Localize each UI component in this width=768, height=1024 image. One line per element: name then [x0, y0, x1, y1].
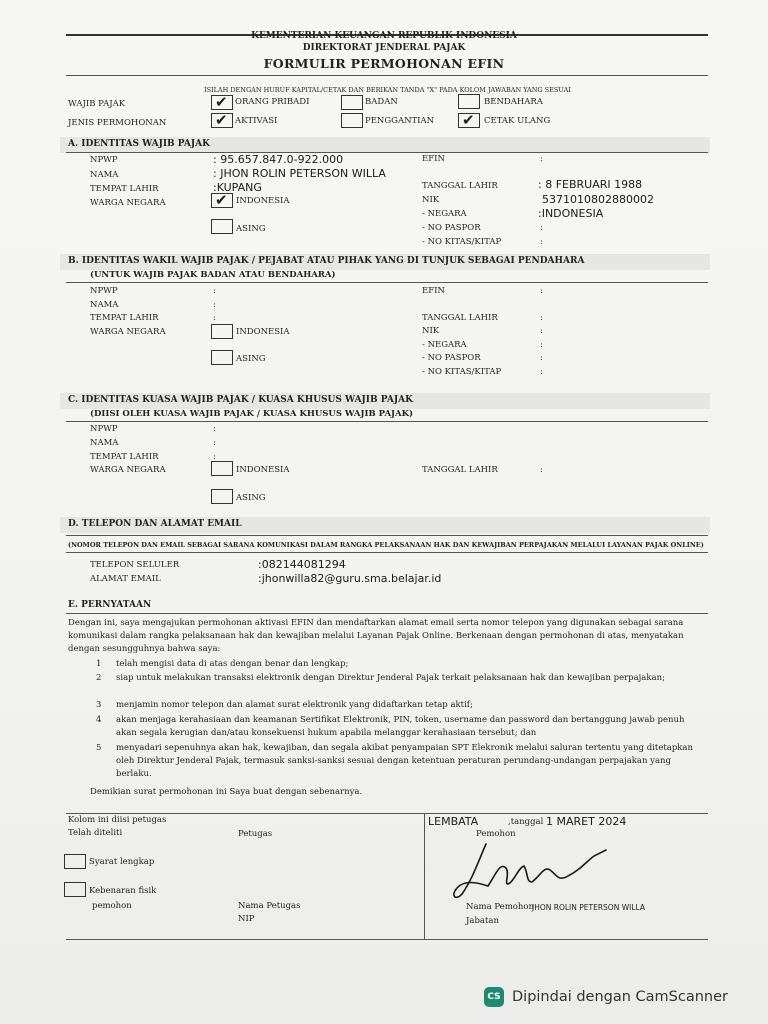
applicant-name: JHON ROLIN PETERSON WILLA — [532, 903, 645, 912]
request-type-label: JENIS PERMOHONAN — [68, 118, 167, 128]
footer-divider — [424, 813, 425, 940]
a-tanggal-lahir-value: : 8 FEBRUARI 1988 — [538, 178, 643, 191]
b-npwp-colon: : — [213, 286, 216, 296]
ministry-header: KEMENTERIAN KEUANGAN REPUBLIK INDONESIA — [251, 31, 517, 41]
tanggal-label: ,tanggal — [508, 817, 544, 827]
a-no-paspor-label: - NO PASPOR — [422, 223, 481, 233]
a-nik-label: NIK — [422, 195, 440, 205]
statement-closing: Demikian surat permohonan ini Saya buat dengan sebenarnya. — [90, 787, 363, 797]
b-tanggal-lahir-label: TANGGAL LAHIR — [422, 313, 498, 323]
a-paspor-colon: : — [540, 223, 543, 233]
b-asing-label: ASING — [236, 354, 266, 364]
c-tempat-colon: : — [213, 452, 216, 462]
section-c-rule — [66, 421, 708, 422]
c-npwp-label: NPWP — [90, 424, 118, 434]
a-indonesia-checkbox[interactable] — [211, 193, 233, 208]
b-paspor-colon: : — [540, 353, 543, 363]
badan-label: BADAN — [365, 97, 398, 107]
nama-pemohon-label: Nama Pemohon — [466, 902, 534, 912]
section-a-title: A. IDENTITAS WAJIB PAJAK — [68, 139, 210, 149]
a-asing-label: ASING — [236, 224, 266, 234]
c-indonesia-checkbox[interactable] — [211, 461, 233, 476]
officer-checked-label: Telah diteliti — [68, 828, 123, 838]
c-tempat-lahir-label: TEMPAT LAHIR — [90, 452, 159, 462]
b-nama-label: NAMA — [90, 300, 119, 310]
pemohon-label: Pemohon — [476, 829, 516, 839]
section-d-note: (NOMOR TELEPON DAN EMAIL SEBAGAI SARANA KOMUNIKASI DALAM RANGKA PELAKSANAAN HAK DAN KEWAJIBAN PERPAJAKAN MELALUI LAYANAN PAJAK ONLINE) — [68, 541, 704, 549]
statement-item-3: menjamin nomor telepon dan alamat surat elektronik yang didaftarkan tetap aktif; — [116, 700, 473, 710]
section-d-title: D. TELEPON DAN ALAMAT EMAIL — [68, 519, 242, 529]
b-no-paspor-label: - NO PASPOR — [422, 353, 481, 363]
cetak-ulang-checkbox[interactable] — [458, 113, 480, 128]
a-tempat-lahir-value: :KUPANG — [213, 181, 262, 194]
b-efin-label: EFIN — [422, 286, 445, 296]
b-efin-colon: : — [540, 286, 543, 296]
officer-label: Petugas — [238, 829, 273, 839]
c-nama-colon: : — [213, 438, 216, 448]
section-c-subtitle: (DIISI OLEH KUASA WAJIB PAJAK / KUASA KHUSUS WAJIB PAJAK) — [90, 409, 414, 419]
item-number-5: 5 — [96, 743, 102, 753]
a-negara-value: :INDONESIA — [538, 207, 604, 220]
a-warga-negara-label: WARGA NEGARA — [90, 198, 166, 208]
a-kitas-colon: : — [540, 237, 543, 247]
b-no-kitas-label: - NO KITAS/KITAP — [422, 367, 502, 377]
a-nama-label: NAMA — [90, 170, 119, 180]
statement-item-1: telah mengisi data di atas dengan benar dan lengkap; — [116, 659, 349, 669]
badan-checkbox[interactable] — [341, 95, 363, 110]
place-value: LEMBATA — [428, 815, 479, 828]
b-nama-colon: : — [213, 300, 216, 310]
section-c-title: C. IDENTITAS KUASA WAJIB PAJAK / KUASA KHUSUS WAJIB PAJAK — [68, 395, 413, 405]
a-indonesia-label: INDONESIA — [236, 196, 290, 206]
orang-pribadi-checkbox[interactable] — [211, 95, 233, 110]
c-nama-label: NAMA — [90, 438, 119, 448]
c-indonesia-label: INDONESIA — [236, 465, 290, 475]
form-title: FORMULIR PERMOHONAN EFIN — [263, 56, 505, 71]
a-nama-value: : JHON ROLIN PETERSON WILLA — [213, 167, 386, 180]
title-rule — [66, 75, 708, 76]
penggantian-label: PENGGANTIAN — [365, 116, 435, 126]
nip-label: NIP — [238, 914, 255, 924]
statement-intro: Dengan ini, saya mengajukan permohonan aktivasi EFIN dan mendaftarkan alamat email serta nomor telepon yang digunakan sebagai sarana komunikasi dalam rangka pelaksanaan hak dan kewajiban melalui Layanan Pajak Online. Berkenaan dengan permohonan di atas, menyatakan dengan sesungguhnya bahwa saya: — [68, 618, 684, 654]
b-negara-label: - NEGARA — [422, 340, 467, 350]
phone-label: TELEPON SELULER — [90, 560, 180, 570]
a-tanggal-lahir-label: TANGGAL LAHIR — [422, 181, 498, 191]
b-indonesia-checkbox[interactable] — [211, 324, 233, 339]
statement-item-4: akan menjaga kerahasiaan dan keamanan Sertifikat Elektronik, PIN, token, username dan password dan bertanggung jawab penuh akan segala kerugian dan/atau konsekuensi hukum apabila melanggar kerahasiaan tersebut; dan — [116, 715, 685, 738]
a-npwp-value: : 95.657.847.0-922.000 — [213, 153, 344, 166]
b-tempat-lahir-label: TEMPAT LAHIR — [90, 313, 159, 323]
cetak-ulang-label: CETAK ULANG — [484, 116, 551, 126]
section-a-rule — [66, 152, 708, 153]
taxpayer-type-label: WAJIB PAJAK — [68, 99, 126, 109]
section-b-title: B. IDENTITAS WAKIL WAJIB PAJAK / PEJABAT ATAU PIHAK YANG DI TUNJUK SEBAGAI PENDAHARA — [68, 256, 585, 266]
section-b-rule — [66, 282, 708, 283]
aktivasi-label: AKTIVASI — [235, 116, 278, 126]
applicant-signature — [448, 838, 678, 904]
check-mark-icon: ✔ — [462, 111, 475, 129]
kebenaran-fisik-label: Kebenaran fisik — [89, 886, 157, 896]
b-negara-colon: : — [540, 340, 543, 350]
camscanner-watermark — [484, 982, 754, 1012]
section-d-rule-top — [66, 535, 708, 536]
item-number-1: 1 — [96, 659, 102, 669]
item-number-2: 2 — [96, 673, 102, 683]
item-number-4: 4 — [96, 715, 102, 725]
a-npwp-label: NPWP — [90, 155, 118, 165]
b-warga-negara-label: WARGA NEGARA — [90, 327, 166, 337]
a-asing-checkbox[interactable] — [211, 219, 233, 234]
check-mark-icon: ✔ — [215, 93, 228, 111]
aktivasi-checkbox[interactable] — [211, 113, 233, 128]
c-tanggal-lahir-label: TANGGAL LAHIR — [422, 465, 498, 475]
b-indonesia-label: INDONESIA — [236, 327, 290, 337]
camscanner-text: Dipindai dengan CamScanner — [512, 989, 729, 1005]
c-asing-label: ASING — [236, 493, 266, 503]
statement-item-5: menyadari sepenuhnya akan hak, kewajiban, dan segala akibat penyampaian SPT Elekronik melalui saluran tertentu yang ditetapkan oleh Direktur Jenderal Pajak, termasuk sanksi-sanksi sesuai dengan ketentuan peraturan perundang-undangan perpajakan yang berlaku. — [116, 743, 693, 779]
section-e-rule — [66, 613, 708, 614]
email-value: :jhonwilla82@guru.sma.belajar.id — [258, 572, 442, 585]
item-number-3: 3 — [96, 700, 102, 710]
a-negara-label: - NEGARA — [422, 209, 467, 219]
c-npwp-colon: : — [213, 424, 216, 434]
orang-pribadi-label: ORANG PRIBADI — [235, 97, 310, 107]
footer-rule-top — [66, 813, 708, 814]
a-efin-label: EFIN — [422, 154, 445, 164]
penggantian-checkbox[interactable] — [341, 113, 363, 128]
c-warga-negara-label: WARGA NEGARA — [90, 465, 166, 475]
b-asing-checkbox[interactable] — [211, 350, 233, 365]
camscanner-logo-icon: CS — [484, 987, 504, 1007]
statement-item-2: siap untuk melakukan transaksi elektronik dengan Direktur Jenderal Pajak terkait pelaksanaan hak dan kewajiban perpajakan; — [116, 673, 665, 683]
b-tempat-colon: : — [213, 313, 216, 323]
syarat-lengkap-label: Syarat lengkap — [89, 857, 155, 867]
b-kitas-colon: : — [540, 367, 543, 377]
a-nik-value: 5371010802880002 — [542, 193, 654, 206]
kebenaran-fisik-checkbox[interactable] — [64, 882, 86, 897]
pemohon-sub-label: pemohon — [92, 901, 132, 911]
bendahara-checkbox[interactable] — [458, 94, 480, 109]
c-asing-checkbox[interactable] — [211, 489, 233, 504]
section-e-title: E. PERNYATAAN — [68, 600, 152, 610]
check-mark-icon: ✔ — [215, 191, 228, 209]
phone-value: :082144081294 — [258, 558, 346, 571]
section-b-subtitle: (UNTUK WAJIB PAJAK BADAN ATAU BENDAHARA) — [90, 270, 336, 280]
b-nik-label: NIK — [422, 326, 440, 336]
date-value: 1 MARET 2024 — [546, 815, 627, 828]
a-efin-colon: : — [540, 154, 543, 164]
directorate-header: DIREKTORAT JENDERAL PAJAK — [302, 43, 466, 53]
instruction-text: ISILAH DENGAN HURUF KAPITAL/CETAK DAN BERIKAN TANDA "X" PADA KOLOM JAWABAN YANG SESUAI — [204, 86, 571, 94]
b-npwp-label: NPWP — [90, 286, 118, 296]
footer-rule-bottom — [66, 939, 708, 940]
b-nik-colon: : — [540, 326, 543, 336]
b-tanggal-colon: : — [540, 313, 543, 323]
c-tanggal-colon: : — [540, 465, 543, 475]
officer-header: Kolom ini diisi petugas — [68, 815, 167, 825]
section-d-rule-bottom — [66, 552, 708, 553]
nama-petugas-label: Nama Petugas — [238, 901, 301, 911]
jabatan-label: Jabatan — [466, 916, 499, 926]
a-no-kitas-label: - NO KITAS/KITAP — [422, 237, 502, 247]
syarat-lengkap-checkbox[interactable] — [64, 854, 86, 869]
a-tempat-lahir-label: TEMPAT LAHIR — [90, 184, 159, 194]
email-label: ALAMAT EMAIL — [90, 574, 161, 584]
check-mark-icon: ✔ — [215, 111, 228, 129]
bendahara-label: BENDAHARA — [484, 97, 543, 107]
